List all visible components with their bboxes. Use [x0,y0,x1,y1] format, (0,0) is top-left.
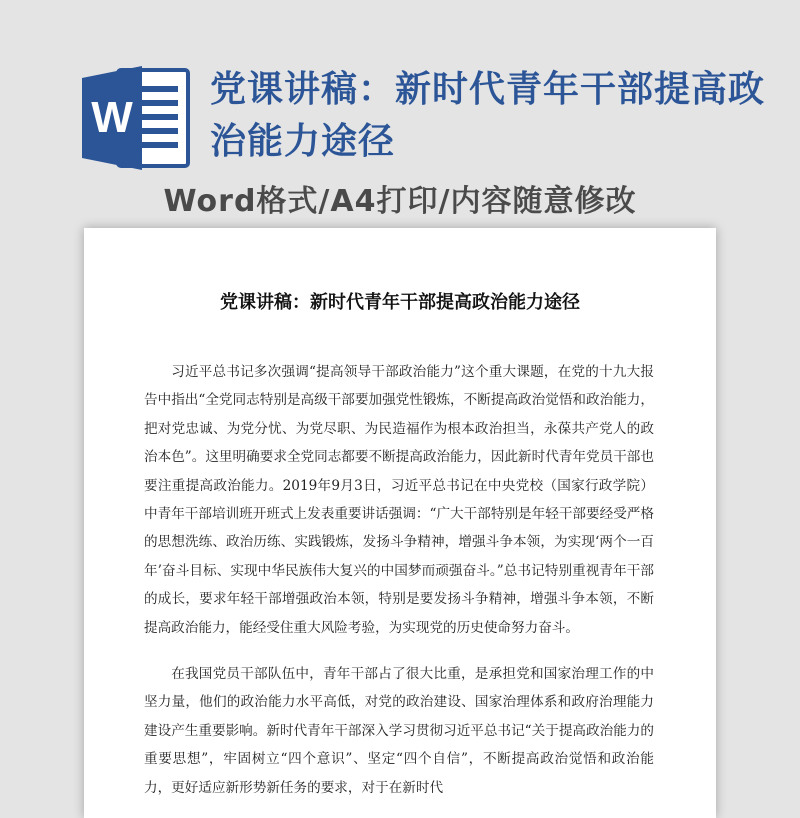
document-paragraph-2: 在我国党员干部队伍中，青年干部占了很大比重，是承担党和国家治理工作的中坚力量，他们的政治能力水平高低，对党的政治建设、国家治理体系和政府治理能力建设产生重要影响。新时代青年干部深入学习贯彻习近平总书记“关于提高政治能力的重要思想”，牢固树立“四个意识”、坚定“四个自信”，不断提高政治觉悟和政治能力，更好适应新形势新任务的要求，对于在新时代 [144,666,654,796]
page-title: 党课讲稿：新时代青年干部提高政治能力途径 [210,69,766,162]
document-paragraph-1: 习近平总书记多次强调“提高领导干部政治能力”这个重大课题，在党的十九大报告中指出“全党同志特别是高级干部要加强党性锻炼，不断提高政治觉悟和政治能力，把对党忠诚、为党分忧、为党尽职、为民造福作为根本政治担当，永葆共产党人的政治本色”。这里明确要求全党同志都要不断提高政治能力，因此新时代青年党员干部也要注重提高政治能力。2019年9月3日，习近平总书记在中央党校（国家行政学院）中青年干部培训班开班式上发表重要讲话强调：“广大干部特别是年轻干部要经受严格的思想洗练、政治历练、实践锻炼，发扬斗争精神，增强斗争本领，为实现‘两个一百年’奋斗目标、实现中华民族伟大复兴的中国梦而顽强奋斗。”总书记特别重视青年干部的成长，要求年轻干部增强政治本领，特别是要发扬斗争精神，增强斗争本领，不断提高政治能力，能经受住重大风险考验，为实现党的历史使命努力奋斗。 [144,364,654,636]
page-subtitle: Word格式/A4打印/内容随意修改 [163,184,637,219]
word-icon [78,62,194,174]
document-page [84,228,716,818]
document-title: 党课讲稿：新时代青年干部提高政治能力途径 [220,292,580,313]
word-icon-letter: W [91,93,133,142]
